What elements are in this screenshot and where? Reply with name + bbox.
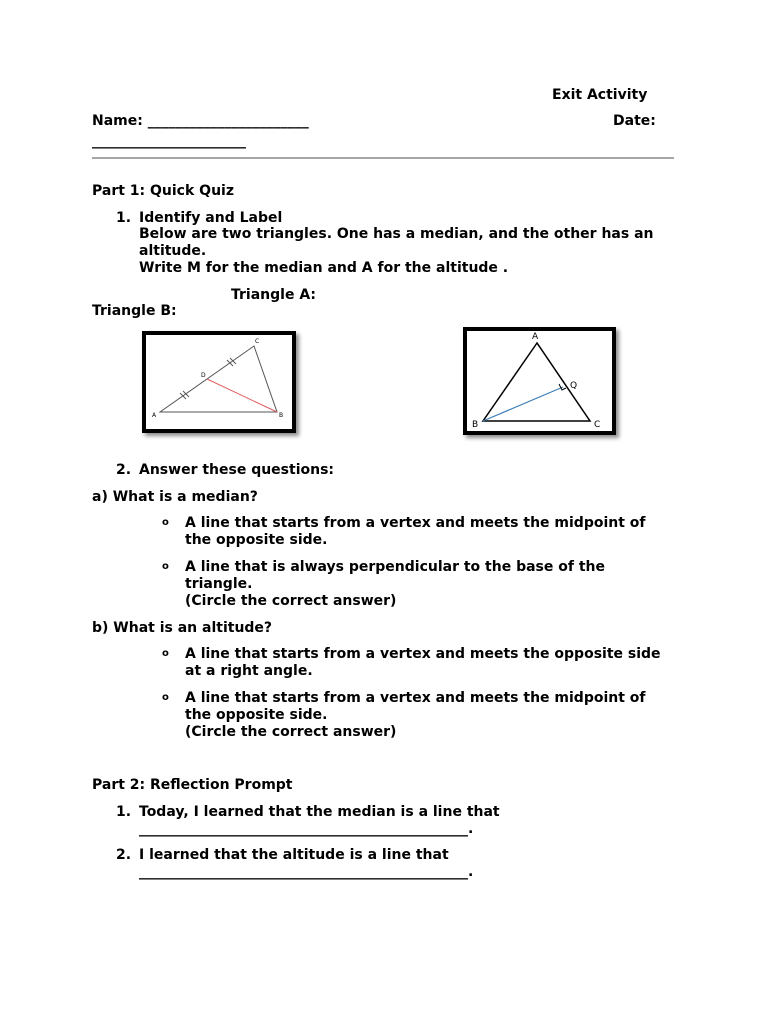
- svg-text:B: B: [472, 420, 479, 430]
- reflection-prompt-1: Today, I learned that the median is a line that: [139, 804, 500, 820]
- q2-title: Answer these questions:: [139, 462, 335, 478]
- q2a-option1[interactable]: A line that starts from a vertex and meets the midpoint of: [185, 515, 646, 531]
- triangle-b-label: Triangle B:: [92, 303, 177, 319]
- triangle-a-label: Triangle A:: [231, 287, 317, 303]
- name-field[interactable]: Name: _______________________: [92, 113, 309, 129]
- q2-number: 2.: [116, 462, 132, 478]
- q1-instructions-line3: Write M for the median and A for the altitude .: [139, 260, 509, 276]
- svg-text:C: C: [255, 338, 260, 345]
- q1-number: 1.: [116, 210, 132, 226]
- q2a-option2[interactable]: A line that is always perpendicular to the base of the: [185, 559, 605, 575]
- q2b-option2[interactable]: A line that starts from a vertex and meets the midpoint of: [185, 690, 646, 706]
- triangle-altitude-figure: [463, 327, 616, 435]
- bullet-icon: o: [162, 648, 169, 659]
- header-divider: [92, 157, 674, 159]
- svg-text:D: D: [201, 372, 206, 379]
- triangle-median-figure: [142, 331, 296, 433]
- p2-number: 2.: [116, 847, 132, 863]
- question-a: a) What is a median?: [92, 489, 258, 505]
- q2a-option2-cont[interactable]: triangle.: [185, 576, 253, 592]
- svg-text:A: A: [532, 332, 539, 342]
- part2-heading: Part 2: Reflection Prompt: [92, 777, 293, 793]
- q1-title: Identify and Label: [139, 210, 283, 226]
- part1-heading: Part 1: Quick Quiz: [92, 183, 234, 199]
- q2b-option2-cont[interactable]: the opposite side.: [185, 707, 328, 723]
- svg-text:B: B: [279, 412, 284, 419]
- q1-instructions-line2: altitude.: [139, 243, 207, 259]
- bullet-icon: o: [162, 561, 169, 572]
- svg-text:C: C: [594, 420, 601, 430]
- reflection-blank-1[interactable]: _______________________________________________.: [139, 821, 474, 837]
- reflection-blank-2[interactable]: _______________________________________________.: [139, 864, 474, 880]
- reflection-prompt-2: I learned that the altitude is a line that: [139, 847, 449, 863]
- page-title: Exit Activity: [552, 87, 648, 103]
- p1-number: 1.: [116, 804, 132, 820]
- q2b-instruction: (Circle the correct answer): [185, 724, 397, 740]
- date-label: Date:: [613, 113, 656, 129]
- triangle-altitude-diagram: [467, 331, 612, 431]
- svg-text:A: A: [152, 412, 157, 419]
- svg-text:Q: Q: [570, 381, 578, 391]
- date-field[interactable]: ______________________: [92, 133, 246, 149]
- q2a-instruction: (Circle the correct answer): [185, 593, 397, 609]
- q2b-option1[interactable]: A line that starts from a vertex and meets the opposite side: [185, 646, 661, 662]
- median-line: [207, 379, 277, 412]
- bullet-icon: o: [162, 517, 169, 528]
- triangle-median-diagram: [146, 335, 292, 429]
- q2b-option1-cont[interactable]: at a right angle.: [185, 663, 313, 679]
- q2a-option1-cont[interactable]: the opposite side.: [185, 532, 328, 548]
- q1-instructions-line1: Below are two triangles. One has a median, and the other has an: [139, 226, 654, 242]
- bullet-icon: o: [162, 692, 169, 703]
- question-b: b) What is an altitude?: [92, 620, 273, 636]
